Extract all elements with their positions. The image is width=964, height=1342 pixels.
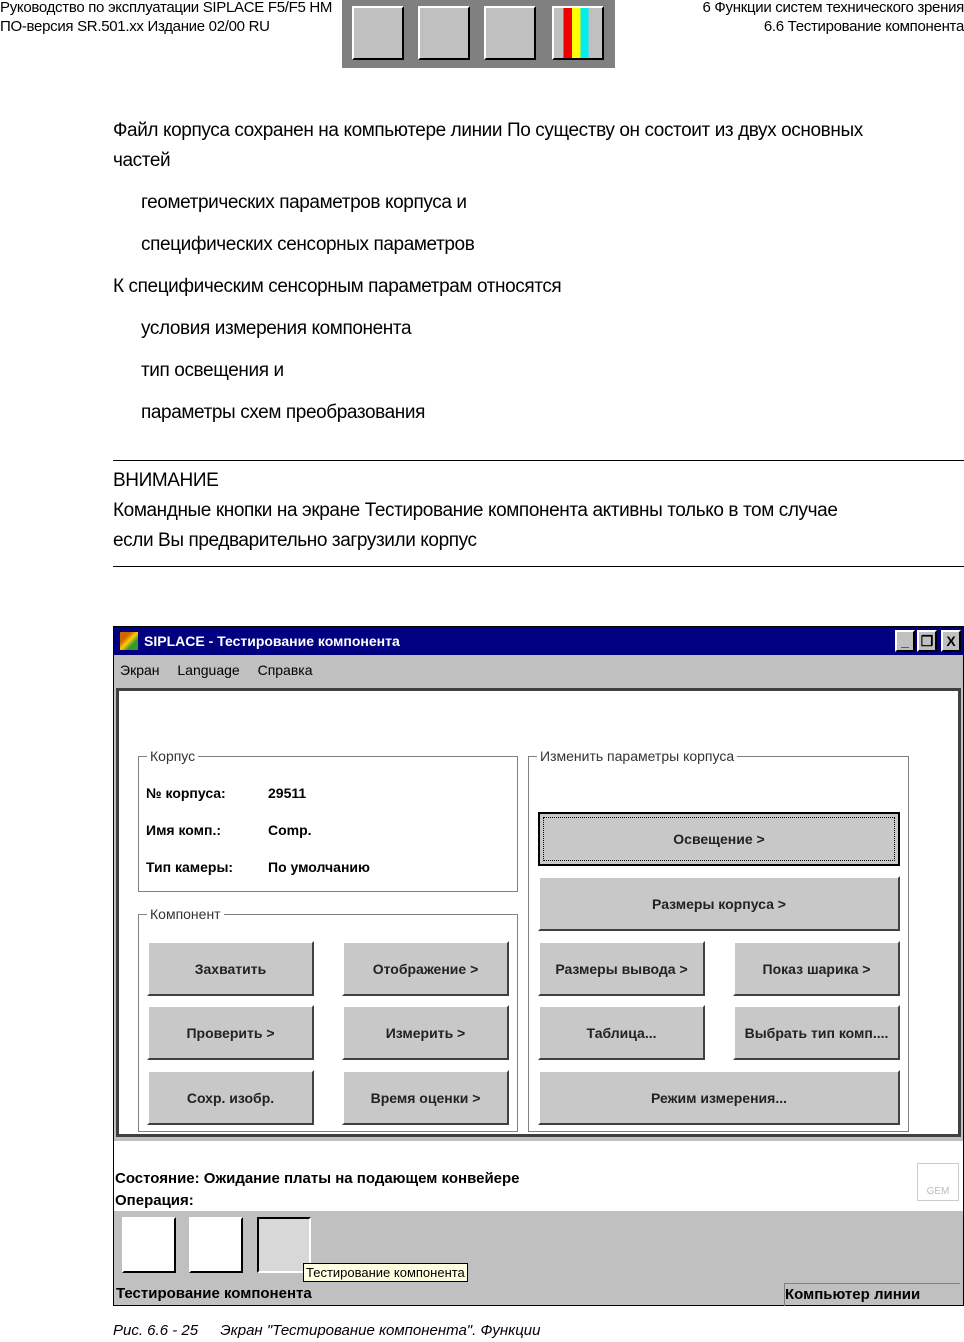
note-title: ВНИМАНИЕ (113, 470, 219, 491)
operation-text: Операция: (115, 1192, 194, 1209)
caption-text: Экран "Тестирование компонента". Функции (220, 1322, 541, 1339)
status-text: Состояние: Ожидание платы на подающем конвейере (115, 1170, 520, 1187)
header-left (0, 0, 332, 36)
gem-mail-icon[interactable] (917, 1163, 959, 1201)
camera-type-label: Тип камеры: (146, 859, 234, 875)
housing-number-value: 29511 (268, 785, 307, 801)
list-item: специфических сенсорных параметров (141, 234, 475, 255)
note-text: Командные кнопки на экране Тестирование компонента активны только в том случае (113, 500, 838, 521)
app-window (113, 626, 964, 1306)
restore-button[interactable]: ❐ (917, 630, 937, 652)
header-right (703, 0, 964, 36)
header-version: ПО-версия SR.501.xx Издание 02/00 RU (0, 18, 270, 35)
title-bar (114, 627, 963, 655)
status-bar-mode: Тестирование компонента (116, 1285, 312, 1302)
change-housing-legend: Изменить параметры корпуса (537, 748, 737, 764)
camera-type-value: По умолчанию (268, 859, 370, 875)
minimize-button[interactable]: _ (895, 630, 915, 652)
menu-screen[interactable]: Экран (120, 662, 160, 678)
component-chip-icon[interactable] (189, 1217, 243, 1273)
housing-group (138, 748, 518, 892)
list-item: тип освещения и (141, 360, 284, 381)
list-item: геометрических параметров корпуса и (141, 192, 467, 213)
back-page-icon[interactable] (484, 6, 536, 60)
close-button[interactable]: X (941, 630, 961, 652)
menu-language[interactable]: Language (177, 662, 240, 678)
component-legend: Компонент (147, 906, 224, 922)
paragraph: частей (113, 150, 171, 171)
note-text: если Вы предварительно загрузили корпус (113, 530, 477, 551)
evaluation-time-button[interactable]: Время оценки > (342, 1070, 509, 1125)
tooltip: Тестирование компонента (303, 1263, 468, 1282)
housing-number-label: № корпуса: (146, 785, 226, 801)
library-icon[interactable] (552, 6, 604, 60)
list-item: параметры схем преобразования (141, 402, 425, 423)
select-component-type-button[interactable]: Выбрать тип комп.... (733, 1005, 900, 1060)
status-bar (114, 1283, 963, 1305)
contents-icon[interactable] (352, 6, 404, 60)
housing-legend: Корпус (147, 748, 198, 764)
caption-number: Рис. 6.6 - 25 (113, 1322, 199, 1339)
measurement-mode-button[interactable]: Режим измерения... (538, 1070, 900, 1125)
component-name-label: Имя комп.: (146, 822, 222, 838)
check-button[interactable]: Проверить > (147, 1005, 314, 1060)
capture-button[interactable]: Захватить (147, 941, 314, 996)
lighting-button[interactable]: Освещение > (538, 812, 900, 866)
app-icon (120, 632, 138, 650)
figure-caption (113, 1322, 540, 1339)
lead-dimensions-button[interactable]: Размеры вывода > (538, 941, 705, 996)
housing-dimensions-button[interactable]: Размеры корпуса > (538, 876, 900, 931)
menu-bar (120, 657, 327, 683)
nav-toolbar (342, 0, 615, 68)
select-tool-icon[interactable] (122, 1217, 176, 1273)
header-chapter: 6 Функции систем технического зрения (702, 0, 964, 16)
pages-icon[interactable] (418, 6, 470, 60)
window-title: SIPLACE - Тестирование компонента (144, 633, 400, 649)
header-section: 6.6 Тестирование компонента (763, 18, 964, 35)
save-image-button[interactable]: Сохр. изобр. (147, 1070, 314, 1125)
status-panel (114, 1141, 963, 1211)
display-button[interactable]: Отображение > (342, 941, 509, 996)
measure-button[interactable]: Измерить > (342, 1005, 509, 1060)
component-name-value: Comp. (268, 822, 312, 838)
divider (113, 566, 964, 567)
show-ball-button[interactable]: Показ шарика > (733, 941, 900, 996)
divider (113, 460, 964, 461)
status-bar-computer: Компьютер линии (784, 1283, 960, 1306)
paragraph: К специфическим сенсорным параметрам относятся (113, 276, 562, 297)
menu-help[interactable]: Справка (257, 662, 313, 678)
gem-label: GEM (926, 1186, 950, 1197)
client-area (116, 688, 961, 1137)
list-item: условия измерения компонента (141, 318, 412, 339)
paragraph: Файл корпуса сохранен на компьютере линии По существу он состоит из двух основных (113, 120, 863, 141)
table-button[interactable]: Таблица... (538, 1005, 705, 1060)
header-manual-title: Руководство по эксплуатации SIPLACE F5/F5 HM (0, 0, 333, 16)
